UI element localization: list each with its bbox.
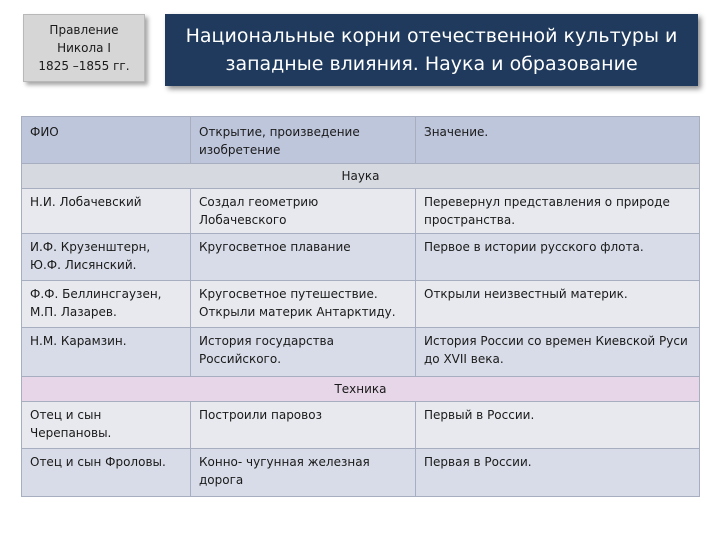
period-years: 1825 –1855 гг.: [38, 59, 130, 73]
table-row: [22, 189, 700, 234]
table-row: [22, 402, 700, 449]
period-line-1: Правление: [49, 23, 119, 37]
title-line-2: западные влияния. Наука и образование: [225, 53, 638, 75]
period-box: [23, 14, 145, 82]
table-row: [22, 281, 700, 328]
cell-discovery: Кругосветное путешествие. Открыли материк Антарктиду.: [191, 281, 416, 328]
cell-meaning: Первое в истории русского флота.: [416, 234, 700, 281]
cell-fio: Н.И. Лобачевский: [22, 189, 191, 234]
cell-discovery: История государства Российского.: [191, 328, 416, 377]
cell-meaning: История России со времен Киевской Руси до XVII века.: [416, 328, 700, 377]
cell-fio: И.Ф. Крузенштерн, Ю.Ф. Лисянский.: [22, 234, 191, 281]
header-discovery: Открытие, произведение изобретение: [191, 117, 416, 164]
section-row-technology: [22, 377, 700, 402]
section-technology-label: Техника: [22, 377, 700, 402]
table-row: [22, 449, 700, 497]
cell-fio: Отец и сын Черепановы.: [22, 402, 191, 449]
header-fio: ФИО: [22, 117, 191, 164]
cell-meaning: Первый в России.: [416, 402, 700, 449]
culture-table: [21, 116, 700, 497]
cell-discovery: Кругосветное плавание: [191, 234, 416, 281]
table-row: [22, 328, 700, 377]
table-header-row: [22, 117, 700, 164]
section-row-science: [22, 164, 700, 189]
cell-meaning: Перевернул представления о природе пространства.: [416, 189, 700, 234]
table-row: [22, 234, 700, 281]
cell-discovery: Построили паровоз: [191, 402, 416, 449]
title-line-1: Национальные корни отечественной культуры и: [185, 25, 678, 47]
cell-meaning: Первая в России.: [416, 449, 700, 497]
period-line-2: Никола I: [57, 41, 111, 55]
cell-fio: Н.М. Карамзин.: [22, 328, 191, 377]
cell-fio: Ф.Ф. Беллинсгаузен, М.П. Лазарев.: [22, 281, 191, 328]
section-science-label: Наука: [22, 164, 700, 189]
slide-title: [165, 14, 698, 86]
header-meaning: Значение.: [416, 117, 700, 164]
cell-discovery: Конно- чугунная железная дорога: [191, 449, 416, 497]
cell-meaning: Открыли неизвестный материк.: [416, 281, 700, 328]
cell-fio: Отец и сын Фроловы.: [22, 449, 191, 497]
cell-discovery: Создал геометрию Лобачевского: [191, 189, 416, 234]
